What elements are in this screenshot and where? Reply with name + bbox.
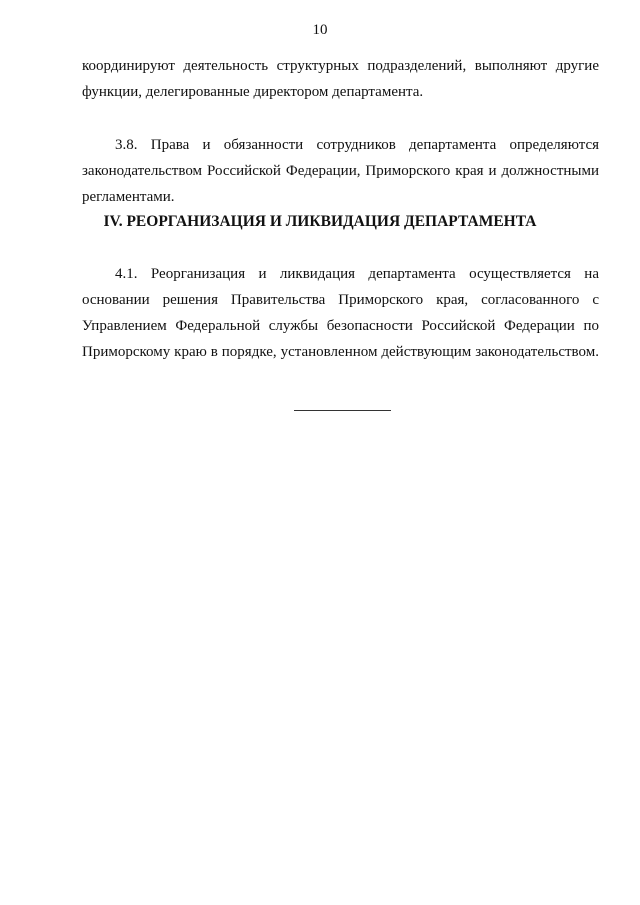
clause-4-1 — [82, 261, 599, 365]
paragraph-line: Приморскому краю в порядке, установленном действующим законодательством. — [82, 344, 599, 360]
paragraph-line: 3.8. Права и обязанности сотрудников департамента определяются — [115, 137, 599, 153]
paragraph-section3-continuation — [82, 53, 599, 105]
end-of-document-rule — [294, 410, 391, 411]
paragraph-line: Управлением Федеральной службы безопасности Российской Федерации по — [82, 318, 599, 334]
page-number: 10 — [312, 22, 328, 38]
paragraph-line: основании решения Правительства Приморского края, согласованного с — [82, 292, 599, 308]
section-heading: IV. РЕОРГАНИЗАЦИЯ И ЛИКВИДАЦИЯ ДЕПАРТАМЕНТА — [103, 213, 537, 230]
paragraph-line: функции, делегированные директором департамента. — [82, 84, 424, 100]
clause-3-8 — [82, 132, 599, 210]
paragraph-line: координируют деятельность структурных подразделений, выполняют другие — [82, 58, 599, 74]
paragraph-line: законодательством Российской Федерации, Приморского края и должностными — [82, 163, 599, 179]
paragraph-line: регламентами. — [82, 189, 175, 205]
paragraph-line: 4.1. Реорганизация и ликвидация департамента осуществляется на — [115, 266, 599, 282]
